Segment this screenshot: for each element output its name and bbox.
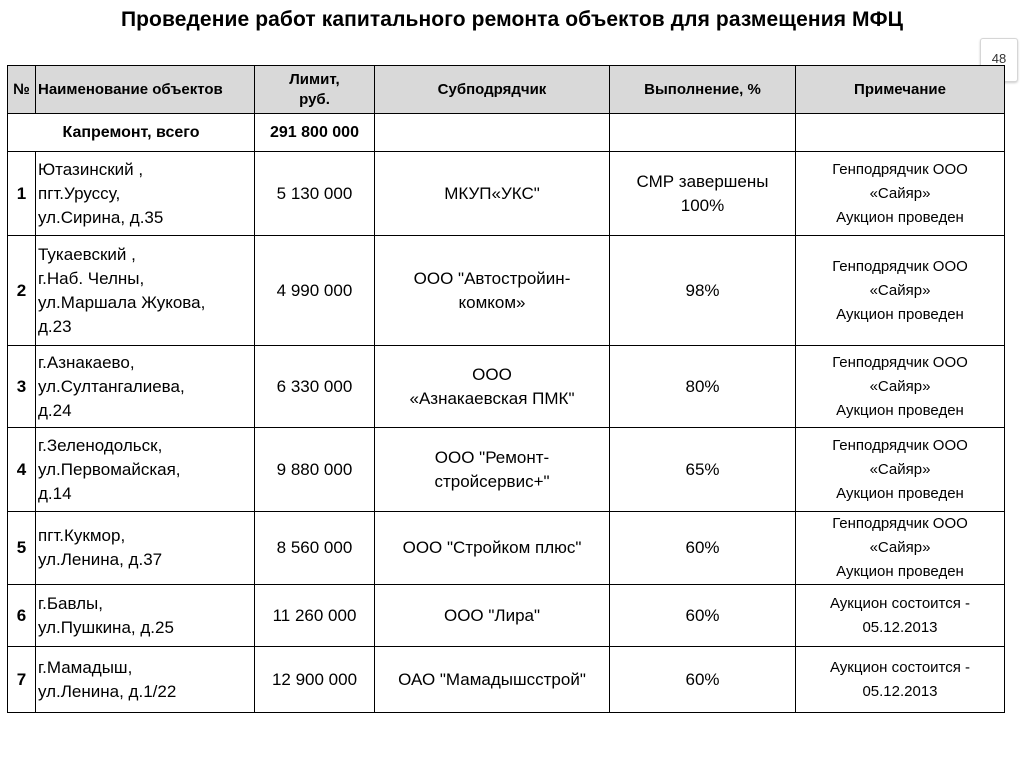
- header-progress: Выполнение, %: [610, 66, 796, 114]
- note-line: «Сайяр»: [869, 184, 931, 202]
- table-row: [8, 236, 1005, 346]
- object-name: [36, 512, 255, 585]
- object-name-line: пгт.Кукмор,: [38, 526, 126, 545]
- object-name-line: г.Зеленодольск,: [38, 435, 163, 455]
- object-name-line: ул.Ленина, д.37: [38, 550, 163, 569]
- table-row: [8, 512, 1005, 585]
- progress-value: [610, 236, 796, 346]
- table-row: [8, 428, 1005, 512]
- note-line: Аукцион состоится -: [829, 594, 971, 612]
- header-num: №: [8, 66, 36, 114]
- page-title: Проведение работ капитального ремонта объектов для размещения МФЦ: [120, 8, 904, 31]
- object-name: [36, 585, 255, 647]
- contractor-line: ООО "Ремонт-: [434, 447, 550, 467]
- row-number: 2: [8, 236, 36, 346]
- row-number: 1: [8, 152, 36, 236]
- contractor: [375, 512, 610, 585]
- limit-value: 11 260 000: [255, 585, 375, 647]
- contractor: [375, 236, 610, 346]
- object-name-line: ул.Маршала Жукова,: [38, 292, 206, 312]
- object-name: [36, 236, 255, 346]
- row-number: 3: [8, 346, 36, 428]
- progress-value: [610, 647, 796, 713]
- progress-line: 80%: [685, 376, 720, 396]
- note-line: Аукцион проведен: [836, 401, 964, 419]
- contractor: [375, 647, 610, 713]
- table-row: [8, 152, 1005, 236]
- note-line: Генподрядчик ООО: [832, 160, 968, 178]
- note-line: Аукцион проведен: [836, 305, 964, 323]
- object-name-line: пгт.Уруссу,: [38, 183, 121, 203]
- object-name: [36, 346, 255, 428]
- contractor-line: ОАО "Мамадышсстрой": [398, 669, 586, 689]
- note: [796, 512, 1005, 585]
- object-name-line: ул.Сирина, д.35: [38, 207, 164, 227]
- works-table: [7, 65, 1005, 713]
- contractor: [375, 585, 610, 647]
- progress-line: 60%: [685, 669, 720, 689]
- table-row: [8, 647, 1005, 713]
- row-number: 6: [8, 585, 36, 647]
- progress-line: 60%: [685, 538, 720, 557]
- object-name-line: г.Мамадыш,: [38, 657, 133, 677]
- object-name: [36, 428, 255, 512]
- contractor-line: ООО "Автостройин-: [413, 268, 571, 288]
- table-row: [8, 585, 1005, 647]
- contractor-line: «Азнакаевская ПМК": [409, 388, 575, 408]
- summary-limit: 291 800 000: [255, 114, 375, 152]
- object-name-line: ул.Пушкина, д.25: [38, 617, 174, 637]
- note-line: «Сайяр»: [869, 281, 931, 299]
- note-line: Аукцион проведен: [836, 563, 964, 580]
- progress-line: 60%: [685, 605, 720, 625]
- progress-value: [610, 346, 796, 428]
- object-name-line: ул.Ленина, д.1/22: [38, 681, 177, 701]
- note: [796, 152, 1005, 236]
- object-name: [36, 152, 255, 236]
- progress-line: СМР завершены: [636, 171, 769, 191]
- note-line: 05.12.2013: [862, 618, 938, 636]
- progress-value: [610, 585, 796, 647]
- note-line: Аукцион состоится -: [829, 658, 971, 676]
- contractor-line: комком»: [458, 292, 526, 312]
- header-limit-line1: Лимит,: [289, 70, 340, 88]
- progress-line: 65%: [685, 459, 720, 479]
- limit-value: 4 990 000: [255, 236, 375, 346]
- contractor-line: ООО "Стройком плюс": [402, 538, 582, 557]
- progress-value: [610, 512, 796, 585]
- object-name-line: г.Наб. Челны,: [38, 268, 145, 288]
- contractor-line: ООО: [472, 364, 512, 384]
- note-line: Генподрядчик ООО: [832, 353, 968, 371]
- note-line: Генподрядчик ООО: [832, 515, 968, 532]
- table-header-row: [8, 66, 1005, 114]
- header-limit: [255, 66, 375, 114]
- contractor: [375, 428, 610, 512]
- summary-row: [8, 114, 1005, 152]
- note-line: Генподрядчик ООО: [832, 257, 968, 275]
- object-name-line: д.23: [38, 316, 72, 336]
- note-line: Генподрядчик ООО: [832, 436, 968, 454]
- object-name-line: Ютазинский ,: [38, 159, 144, 179]
- note: [796, 428, 1005, 512]
- note: [796, 346, 1005, 428]
- note-line: «Сайяр»: [869, 460, 931, 478]
- progress-line: 100%: [680, 195, 725, 215]
- summary-empty-cell: [796, 114, 1005, 152]
- summary-empty-cell: [610, 114, 796, 152]
- contractor-line: ООО "Лира": [443, 605, 541, 625]
- note-line: Аукцион проведен: [836, 208, 964, 226]
- note-line: «Сайяр»: [869, 377, 931, 395]
- header-contractor: Субподрядчик: [375, 66, 610, 114]
- object-name-line: г.Бавлы,: [38, 593, 103, 613]
- row-number: 5: [8, 512, 36, 585]
- note: [796, 236, 1005, 346]
- progress-line: 98%: [685, 280, 720, 300]
- contractor-line: стройсервис+": [434, 471, 550, 491]
- progress-value: [610, 428, 796, 512]
- limit-value: 6 330 000: [255, 346, 375, 428]
- contractor-line: МКУП«УКС": [444, 183, 540, 203]
- page-number-badge: 48: [980, 38, 1018, 82]
- note-line: «Сайяр»: [869, 539, 931, 556]
- contractor: [375, 152, 610, 236]
- progress-value: [610, 152, 796, 236]
- object-name-line: д.14: [38, 483, 72, 503]
- object-name-line: г.Азнакаево,: [38, 352, 135, 372]
- summary-label: Капремонт, всего: [8, 114, 255, 152]
- row-number: 7: [8, 647, 36, 713]
- header-limit-line2: руб.: [299, 90, 330, 108]
- object-name-line: ул.Султангалиева,: [38, 376, 185, 396]
- limit-value: 9 880 000: [255, 428, 375, 512]
- note: [796, 647, 1005, 713]
- note-line: Аукцион проведен: [836, 484, 964, 502]
- object-name-line: ул.Первомайская,: [38, 459, 181, 479]
- table-row: [8, 346, 1005, 428]
- summary-empty-cell: [375, 114, 610, 152]
- limit-value: 5 130 000: [255, 152, 375, 236]
- note-line: 05.12.2013: [862, 682, 938, 700]
- object-name-line: Тукаевский ,: [38, 244, 136, 264]
- limit-value: 12 900 000: [255, 647, 375, 713]
- object-name: [36, 647, 255, 713]
- limit-value: 8 560 000: [255, 512, 375, 585]
- header-name: Наименование объектов: [36, 66, 255, 114]
- contractor: [375, 346, 610, 428]
- row-number: 4: [8, 428, 36, 512]
- object-name-line: д.24: [38, 400, 72, 420]
- note: [796, 585, 1005, 647]
- header-note: Примечание: [796, 66, 1005, 114]
